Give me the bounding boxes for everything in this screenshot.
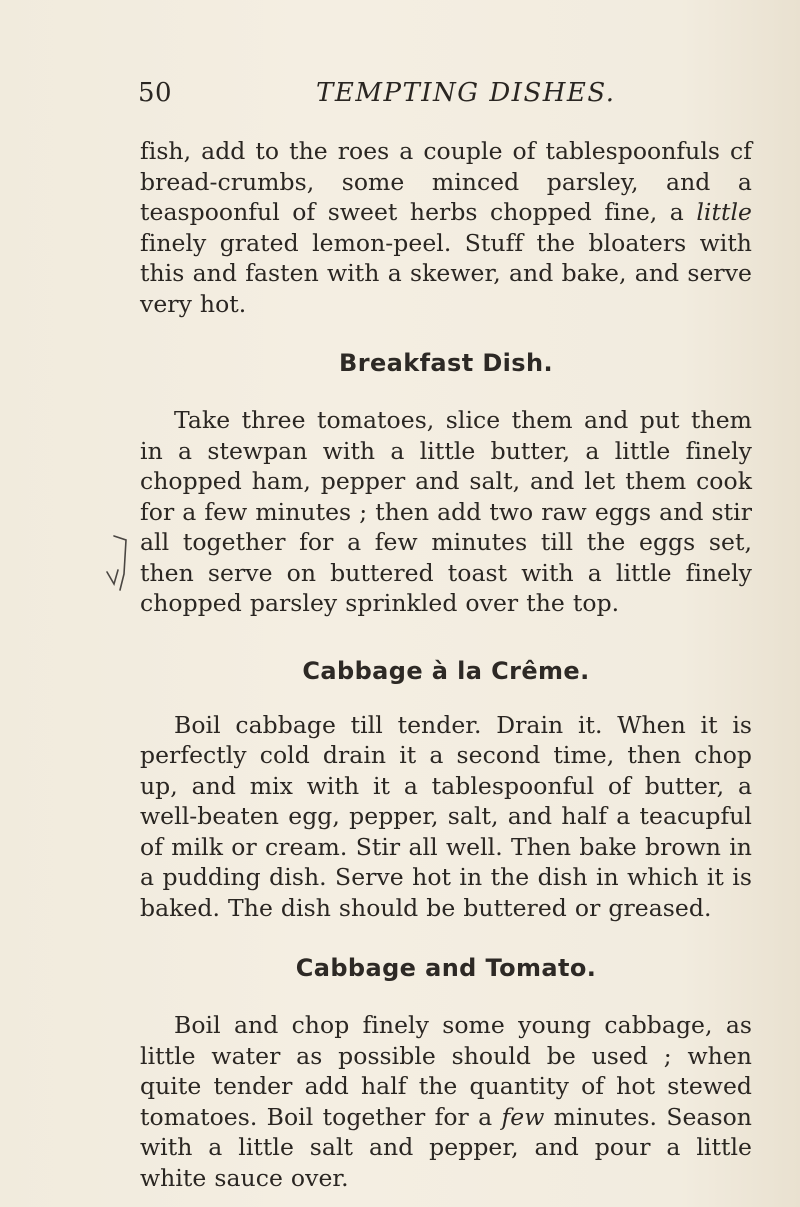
page-header bbox=[138, 78, 748, 112]
running-title: TEMPTING DISHES. bbox=[316, 78, 616, 108]
recipe-body-breakfast-dish: Take three tomatoes, slice them and put them in a stewpan with a little butter, a little finely chopped ham, pepper and salt, and let them cook for a few minutes ; then add two raw eggs and stir all together for a few minutes till the eggs set, then serve on buttered toast with a little finely chopped parsley sprinkled over the top. bbox=[140, 406, 752, 617]
cabbage-tomato-text-start: Boil and chop finely some young cabbage, as little water as possible should be used ; when quite tender add half the quantity of hot stewed tomatoes. Boil together for a bbox=[140, 1011, 752, 1131]
page-content bbox=[140, 136, 752, 1193]
recipe-heading-breakfast-dish: Breakfast Dish. bbox=[339, 349, 553, 377]
intro-text-end: finely grated lemon-peel. Stuff the bloaters with this and fasten with a skewer, and bake, and serve very hot. bbox=[140, 228, 752, 318]
recipe-body-cabbage-and-tomato bbox=[140, 1010, 752, 1193]
cabbage-tomato-text-end: minutes. Season with a little salt and pepper, and pour a little white sauce over. bbox=[140, 1102, 752, 1192]
recipe-heading-cabbage-and-tomato: Cabbage and Tomato. bbox=[295, 954, 597, 982]
recipe-heading-cabbage-a-la-creme: Cabbage à la Crême. bbox=[302, 656, 590, 685]
intro-text-start: fish, add to the roes a couple of tablespoonfuls cf bread-crumbs, some minced parsley, and a teaspoonful of sweet herbs chopped fine, a bbox=[140, 137, 752, 226]
cabbage-tomato-italic-word: few bbox=[501, 1102, 545, 1131]
recipe-body-cabbage-a-la-creme: Boil cabbage till tender. Drain it. When it is perfectly cold drain it a second time, then chop up, and mix with it a tablespoonful of butter, a well-beaten egg, pepper, salt, and half a teacupful of milk or cream. Stir all well. Then bake brown in a pudding dish. Serve hot in the dish in which it is baked. The dish should be buttered or greased. bbox=[140, 710, 752, 922]
page-number: 50 bbox=[138, 78, 173, 108]
intro-italic-word: little bbox=[696, 198, 752, 226]
pencil-margin-mark-icon bbox=[104, 534, 132, 592]
intro-paragraph bbox=[140, 136, 752, 319]
